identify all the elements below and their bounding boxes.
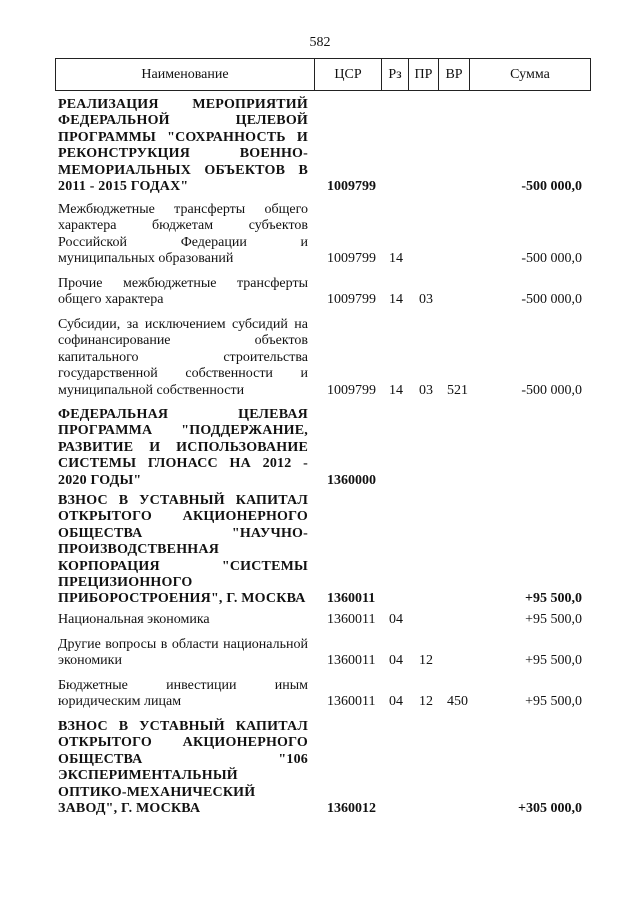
row-csr: 1009799 — [327, 251, 376, 267]
row-sum: +305 000,0 — [518, 801, 582, 816]
row-pr: 03 — [419, 292, 433, 308]
table-row — [0, 202, 640, 268]
row-name: ФЕДЕРАЛЬНАЯ ЦЕЛЕВАЯ ПРОГРАММА "ПОДДЕРЖАНИЕ, РАЗВИТИЕ И ИСПОЛЬЗОВАНИЕ СИСТЕМЫ ГЛОНАСС НА 2012 - 2020 ГОДЫ" — [58, 407, 308, 488]
row-sum: +95 500,0 — [525, 653, 582, 669]
row-name: Национальная экономика — [58, 612, 210, 627]
row-sum: -500 000,0 — [521, 251, 582, 267]
table-row — [0, 612, 640, 628]
row-name: ВЗНОС В УСТАВНЫЙ КАПИТАЛ ОТКРЫТОГО АКЦИОНЕРНОГО ОБЩЕСТВА "106 ЭКСПЕРИМЕНТАЛЬНЫЙ ОПТИКО-МЕХАНИЧЕСКИЙ ЗАВОД", Г. МОСКВА — [58, 719, 308, 817]
row-rz: 14 — [389, 251, 403, 267]
row-sum: +95 500,0 — [525, 694, 582, 710]
table-row — [0, 493, 640, 608]
row-name: ВЗНОС В УСТАВНЫЙ КАПИТАЛ ОТКРЫТОГО АКЦИОНЕРНОГО ОБЩЕСТВА "НАУЧНО-ПРОИЗВОДСТВЕННАЯ КОРПОРАЦИЯ "СИСТЕМЫ ПРЕЦИЗИОННОГО ПРИБОРОСТРОЕНИЯ", Г. МОСКВА — [58, 493, 308, 607]
row-csr: 1360011 — [327, 653, 376, 669]
row-name: Другие вопросы в области национальной экономики — [58, 637, 308, 669]
page-number: 582 — [309, 35, 331, 50]
column-header-csr: ЦСР — [315, 59, 382, 90]
row-rz: 14 — [389, 382, 403, 398]
row-pr: 12 — [419, 694, 433, 710]
row-csr: 1009799 — [327, 179, 376, 194]
table-row — [0, 678, 640, 711]
row-rz: 04 — [389, 612, 403, 627]
row-sum: -500 000,0 — [521, 179, 582, 194]
row-csr: 1009799 — [327, 292, 376, 308]
row-name: Субсидии, за исключением субсидий на софинансирование объектов капитального строительства государственной собственности и муниципальной собственности — [58, 317, 308, 398]
row-name: Межбюджетные трансферты общего характера бюджетам субъектов Российской Федерации и муниципальных образований — [58, 202, 308, 267]
table-row — [0, 97, 640, 195]
row-sum: +95 500,0 — [525, 612, 582, 627]
row-csr: 1360000 — [327, 472, 376, 488]
table-row — [0, 407, 640, 489]
row-sum: -500 000,0 — [521, 292, 582, 308]
row-rz: 14 — [389, 292, 403, 308]
column-header-rz: Рз — [382, 59, 409, 90]
row-name: Прочие межбюджетные трансферты общего характера — [58, 276, 308, 308]
table-row — [0, 317, 640, 399]
row-vr: 521 — [447, 382, 468, 398]
row-pr: 12 — [419, 653, 433, 669]
row-csr: 1360011 — [327, 612, 376, 627]
table-row — [0, 719, 640, 817]
row-name: РЕАЛИЗАЦИЯ МЕРОПРИЯТИЙ ФЕДЕРАЛЬНОЙ ЦЕЛЕВОЙ ПРОГРАММЫ "СОХРАННОСТЬ И РЕКОНСТРУКЦИЯ ВОЕННО-МЕМОРИАЛЬНЫХ ОБЪЕКТОВ В 2011 - 2015 ГОДАХ" — [58, 97, 308, 195]
column-header-sum: Сумма — [510, 67, 550, 82]
column-header-name: Наименование — [56, 59, 315, 90]
table-row — [0, 637, 640, 670]
row-sum: -500 000,0 — [521, 382, 582, 398]
row-rz: 04 — [389, 694, 403, 710]
row-rz: 04 — [389, 653, 403, 669]
table-row — [0, 276, 640, 309]
row-csr: 1009799 — [327, 382, 376, 398]
row-pr: 03 — [419, 382, 433, 398]
row-vr: 450 — [447, 694, 468, 710]
table-header — [55, 58, 591, 91]
row-csr: 1360011 — [327, 694, 376, 710]
column-header-pr: ПР — [409, 59, 439, 90]
row-name: Бюджетные инвестиции иным юридическим лицам — [58, 678, 308, 710]
column-header-vr: ВР — [439, 59, 470, 90]
row-sum: +95 500,0 — [525, 591, 582, 607]
row-csr: 1360011 — [327, 591, 376, 607]
row-csr: 1360012 — [327, 801, 376, 816]
